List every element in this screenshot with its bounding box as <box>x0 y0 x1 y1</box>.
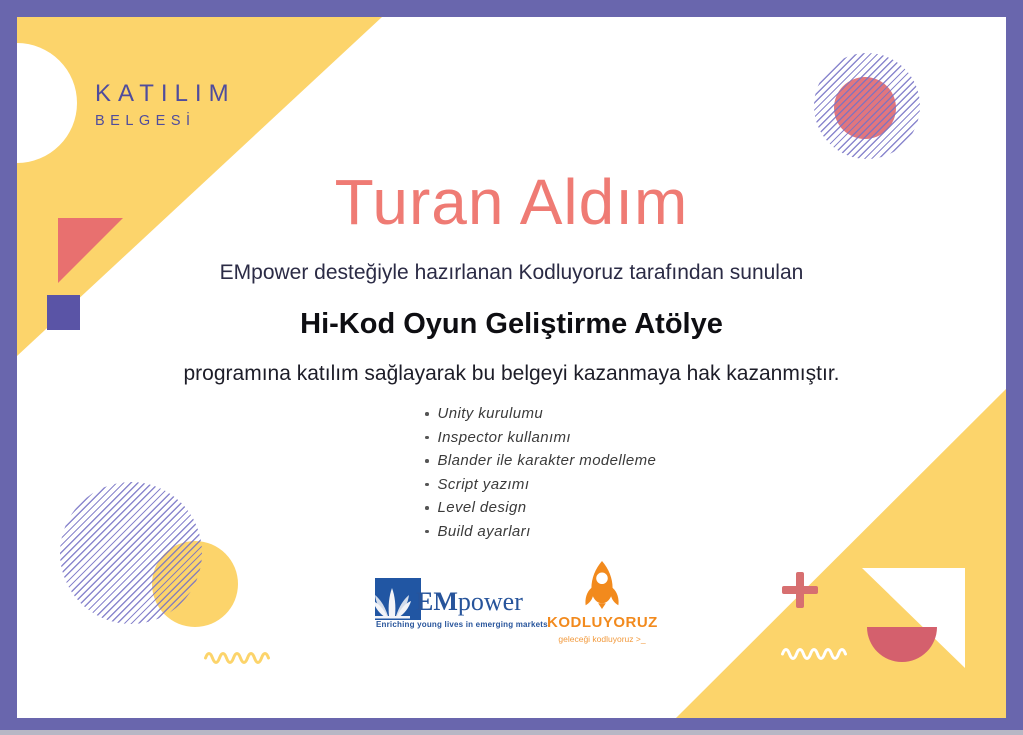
bottom-left-hatched-circle <box>60 482 202 624</box>
topic-label: Unity kurulumu <box>437 405 544 423</box>
topic-label: Blander ile karakter modelleme <box>437 452 657 470</box>
lotus-icon <box>375 578 421 620</box>
topic-label: Inspector kullanımı <box>437 428 571 446</box>
empower-logo <box>375 578 548 630</box>
plus-icon <box>782 572 818 608</box>
list-item <box>425 426 656 450</box>
program-title: Hi-Kod Oyun Geliştirme Atölye <box>300 308 723 340</box>
topic-label: Level design <box>437 499 527 517</box>
list-item <box>425 473 656 497</box>
frame-left <box>0 0 17 735</box>
empower-name-rest: power <box>457 587 523 616</box>
bullet-icon <box>425 506 429 510</box>
kodluyoruz-wordmark: KODLUYORUZ <box>547 614 658 631</box>
frame-top <box>0 0 1023 17</box>
bullet-icon <box>425 412 429 416</box>
participation-badge <box>95 80 236 129</box>
bullet-icon <box>425 530 429 534</box>
list-item <box>425 496 656 520</box>
badge-line1: KATILIM <box>95 80 236 107</box>
kodluyoruz-tagline: geleceği kodluyoruz >_ <box>558 634 646 644</box>
kodluyoruz-logo <box>547 560 657 644</box>
frame-right <box>1006 0 1023 735</box>
white-squiggle-icon <box>780 644 848 664</box>
topic-label: Script yazımı <box>437 475 530 493</box>
empower-tagline: Enriching young lives in emerging markets <box>376 620 548 629</box>
yellow-squiggle-icon <box>203 648 271 668</box>
empower-name-bold: EM <box>416 587 458 616</box>
topic-label: Build ayarları <box>437 522 531 540</box>
topics-list <box>425 402 656 543</box>
top-right-hatched-circle <box>814 53 920 159</box>
list-item <box>425 402 656 426</box>
recipient-name: Turan Aldım <box>334 166 689 238</box>
empower-wordmark <box>416 587 523 617</box>
list-item <box>425 520 656 544</box>
badge-line2: BELGESİ <box>95 113 196 129</box>
bullet-icon <box>425 483 429 487</box>
bullet-icon <box>425 459 429 463</box>
presented-by-text: EMpower desteğiyle hazırlanan Kodluyoruz tarafından sunulan <box>219 261 804 284</box>
rocket-icon <box>582 560 622 610</box>
bottom-edge-line <box>0 730 1023 735</box>
statement-text: programına katılım sağlayarak bu belgeyi kazanmaya hak kazanmıştır. <box>183 362 840 385</box>
bullet-icon <box>425 436 429 440</box>
list-item <box>425 449 656 473</box>
